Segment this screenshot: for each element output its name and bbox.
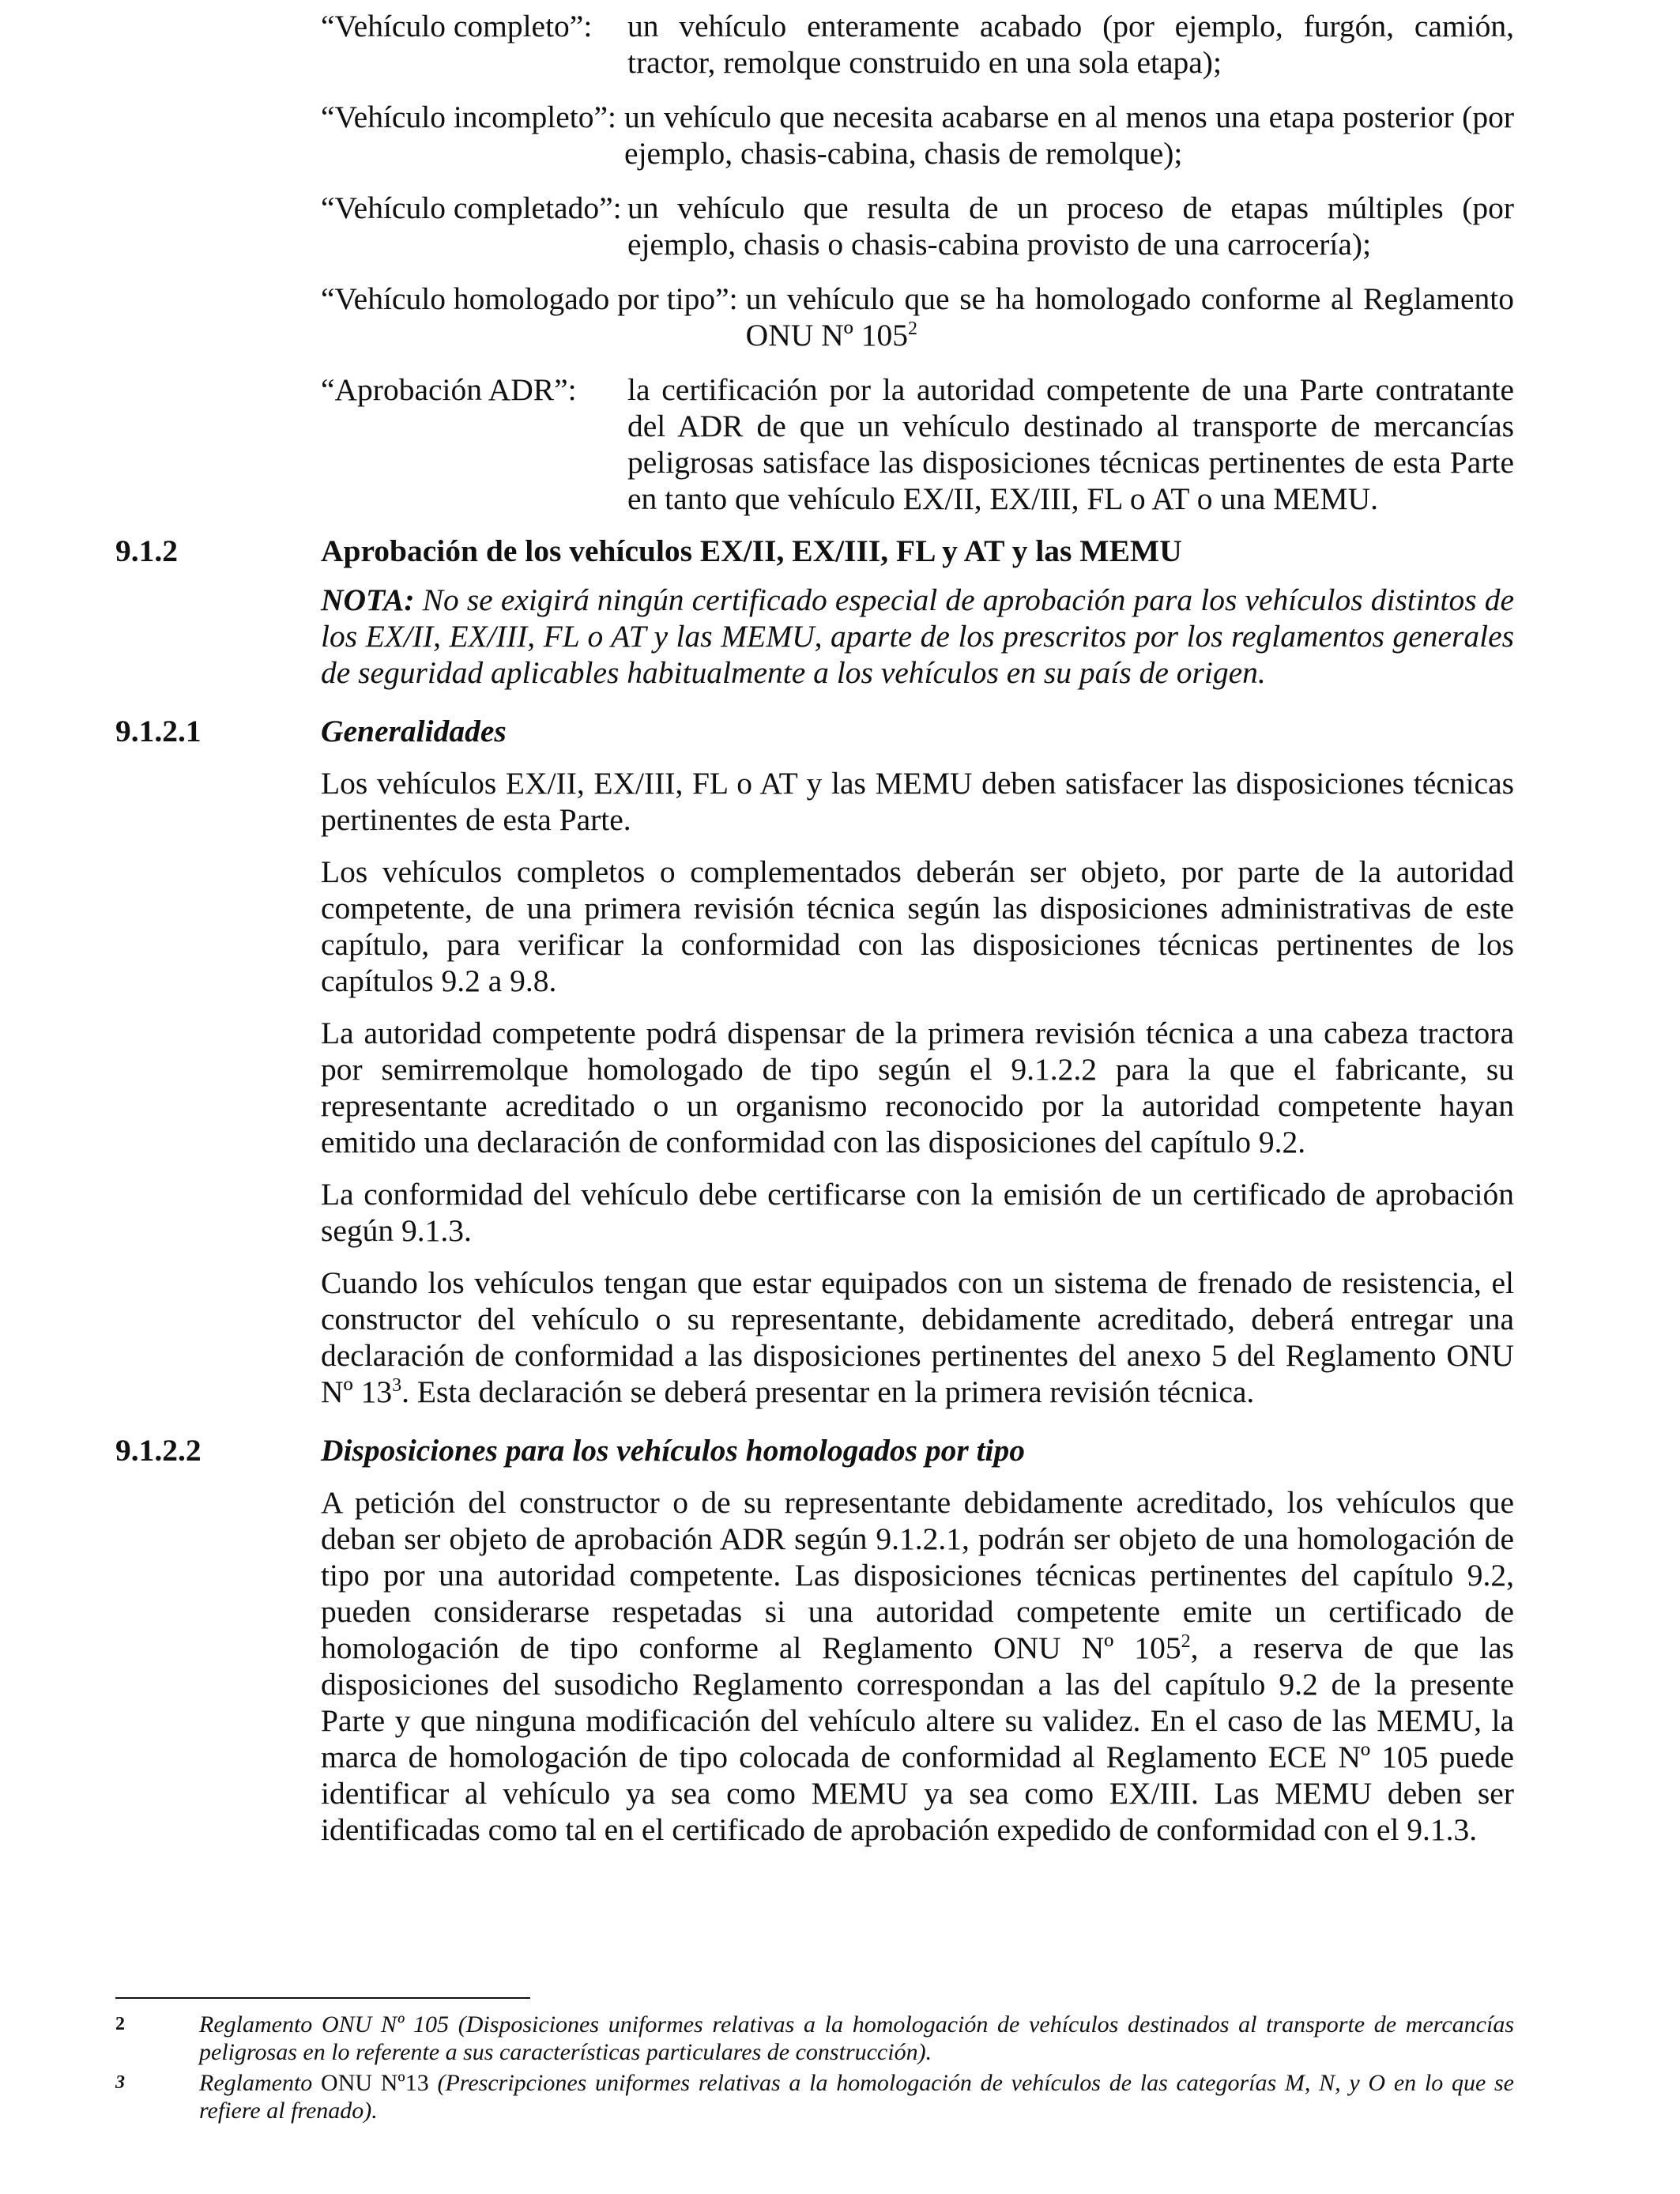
section-title: Aprobación de los vehículos EX/II, EX/III, FL y AT y las MEMU bbox=[321, 533, 1182, 568]
paragraph: Los vehículos EX/II, EX/III, FL o AT y las MEMU deben satisfacer las disposiciones técnicas pertinentes de esta Parte. bbox=[321, 766, 1514, 837]
definition-term: “Vehículo homologado por tipo”: bbox=[321, 281, 738, 316]
definition-term: “Aprobación ADR”: bbox=[321, 372, 577, 407]
note-paragraph bbox=[321, 582, 1514, 691]
section-9-1-2 bbox=[115, 533, 1514, 691]
definition-desc-text: un vehículo que se ha homologado conforme al Reglamento ONU Nº 105 bbox=[745, 281, 1514, 352]
note-label: NOTA: bbox=[321, 582, 415, 617]
definition-term: “Vehículo incompleto”: bbox=[321, 100, 617, 134]
footnote-mark: 2 bbox=[115, 2014, 125, 2034]
footnote-ref: 3 bbox=[392, 1374, 402, 1396]
paragraph: Los vehículos completos o complementados deberán ser objeto, por parte de la autoridad competente, de una primera revisión técnica según las disposiciones administrativas de este capítulo, para verificar la conformidad con las disposiciones técnicas pertinentes de los capítulos 9.2 a 9.8. bbox=[321, 854, 1514, 998]
paragraph-text: A petición del constructor o de su representante debidamente acreditado, los vehículos que deban ser objeto de aprobación ADR según 9.1.2.1, podrán ser objeto de una homologación de tipo por una autoridad competente. Las disposiciones técnicas pertinentes del capítulo 9.2, pueden considerarse respetadas si una autoridad competente emite un certificado de homologación de tipo conforme al Reglamento ONU Nº 105 bbox=[321, 1485, 1514, 1665]
footnote-separator bbox=[115, 1997, 530, 1999]
definition-term: “Vehículo completo”: bbox=[321, 9, 593, 43]
definition-item bbox=[321, 281, 1514, 353]
definition-desc: la certificación por la autoridad competente de una Parte contratante del ADR de que un vehículo destinado al transporte de mercancías peligrosas satisface las disposiciones técnicas pertinentes de esta Parte en tanto que vehículo EX/II, EX/III, FL o AT o una MEMU. bbox=[627, 372, 1514, 516]
paragraph-text: . Esta declaración se deberá presentar en la primera revisión técnica. bbox=[401, 1374, 1255, 1409]
footnote-ref: 2 bbox=[1181, 1630, 1191, 1652]
definition-desc bbox=[746, 281, 1514, 353]
footnote-text: Reglamento ONU Nº 105 (Disposiciones uniformes relativas a la homologación de vehículos destinados al transporte de mercancías peligrosas en lo referente a sus características particulares de construcción). bbox=[199, 2011, 1514, 2065]
footnote-text-italic: (Prescripciones uniformes relativas a la homologación de vehículos de las categorías M, N, y O en lo que se refiere al frenado). bbox=[199, 2070, 1514, 2124]
section-number: 9.1.2 bbox=[115, 533, 178, 568]
footnote-text bbox=[199, 2069, 1514, 2124]
paragraph-text: Cuando los vehículos tengan que estar equipados con un sistema de frenado de resistencia, el constructor del vehículo o su representante, debidamente acreditado, deberá entregar una declaración de conformidad a las disposiciones pertinentes del anexo 5 del Reglamento ONU Nº 13 bbox=[321, 1265, 1514, 1409]
section-title: Disposiciones para los vehículos homologados por tipo bbox=[321, 1433, 1026, 1468]
definitions-list bbox=[321, 8, 1514, 535]
section-9-1-2-1 bbox=[115, 713, 1514, 1410]
definition-item bbox=[321, 99, 1514, 172]
footnote-text-lead: Reglamento bbox=[199, 2070, 322, 2096]
paragraph: La autoridad competente podrá dispensar de la primera revisión técnica a una cabeza tractora por semirremolque homologado de tipo según el 9.1.2.2 para la que el fabricante, su representante acreditado o un organismo reconocido por la autoridad competente hayan emitido una declaración de conformidad con las disposiciones del capítulo 9.2. bbox=[321, 1016, 1514, 1159]
footnotes bbox=[115, 2011, 1514, 2128]
section-title: Generalidades bbox=[321, 714, 507, 748]
definition-item bbox=[321, 190, 1514, 262]
definition-item bbox=[321, 371, 1514, 517]
definition-desc: un vehículo enteramente acabado (por ejemplo, furgón, camión, tractor, remolque construido en una sola etapa); bbox=[627, 9, 1514, 80]
definition-desc: un vehículo que resulta de un proceso de etapas múltiples (por ejemplo, chasis o chasis-cabina provisto de una carrocería); bbox=[627, 190, 1514, 262]
section-number: 9.1.2.2 bbox=[115, 1433, 202, 1468]
paragraph-text: , a reserva de que las disposiciones del susodicho Reglamento correspondan a las del capítulo 9.2 de la presente Parte y que ninguna modificación del vehículo altere su validez. En el caso de las MEMU, la marca de homologación de tipo colocada de conformidad al Reglamento ECE Nº 105 puede identificar al vehículo ya sea como MEMU ya sea como EX/III. Las MEMU deben ser identificadas como tal en el certificado de aprobación expedido de conformidad con el 9.1.3. bbox=[321, 1630, 1514, 1847]
section-heading bbox=[115, 713, 1514, 749]
definition-item bbox=[321, 8, 1514, 81]
footnote-text-plain: ONU Nº13 bbox=[321, 2070, 438, 2096]
paragraph: La conformidad del vehículo debe certificarse con la emisión de un certificado de aprobación según 9.1.3. bbox=[321, 1177, 1514, 1248]
definition-desc: un vehículo que necesita acabarse en al menos una etapa posterior (por ejemplo, chasis-cabina, chasis de remolque); bbox=[624, 100, 1514, 171]
note-text: No se exigirá ningún certificado especial de aprobación para los vehículos distintos de los EX/II, EX/III, FL o AT y las MEMU, aparte de los prescritos por los reglamentos generales de seguridad aplicables habitualmente a los vehículos en su país de origen. bbox=[321, 582, 1514, 690]
footnote bbox=[115, 2069, 1514, 2124]
footnote bbox=[115, 2011, 1514, 2066]
footnote-ref: 2 bbox=[908, 318, 918, 339]
section-heading bbox=[115, 533, 1514, 569]
section-heading bbox=[115, 1432, 1514, 1468]
section-number: 9.1.2.1 bbox=[115, 714, 202, 748]
definition-term: “Vehículo completado”: bbox=[321, 190, 622, 225]
section-9-1-2-2 bbox=[115, 1432, 1514, 1848]
paragraph bbox=[321, 1265, 1514, 1410]
paragraph bbox=[321, 1484, 1514, 1848]
footnote-mark: 3 bbox=[115, 2072, 125, 2093]
